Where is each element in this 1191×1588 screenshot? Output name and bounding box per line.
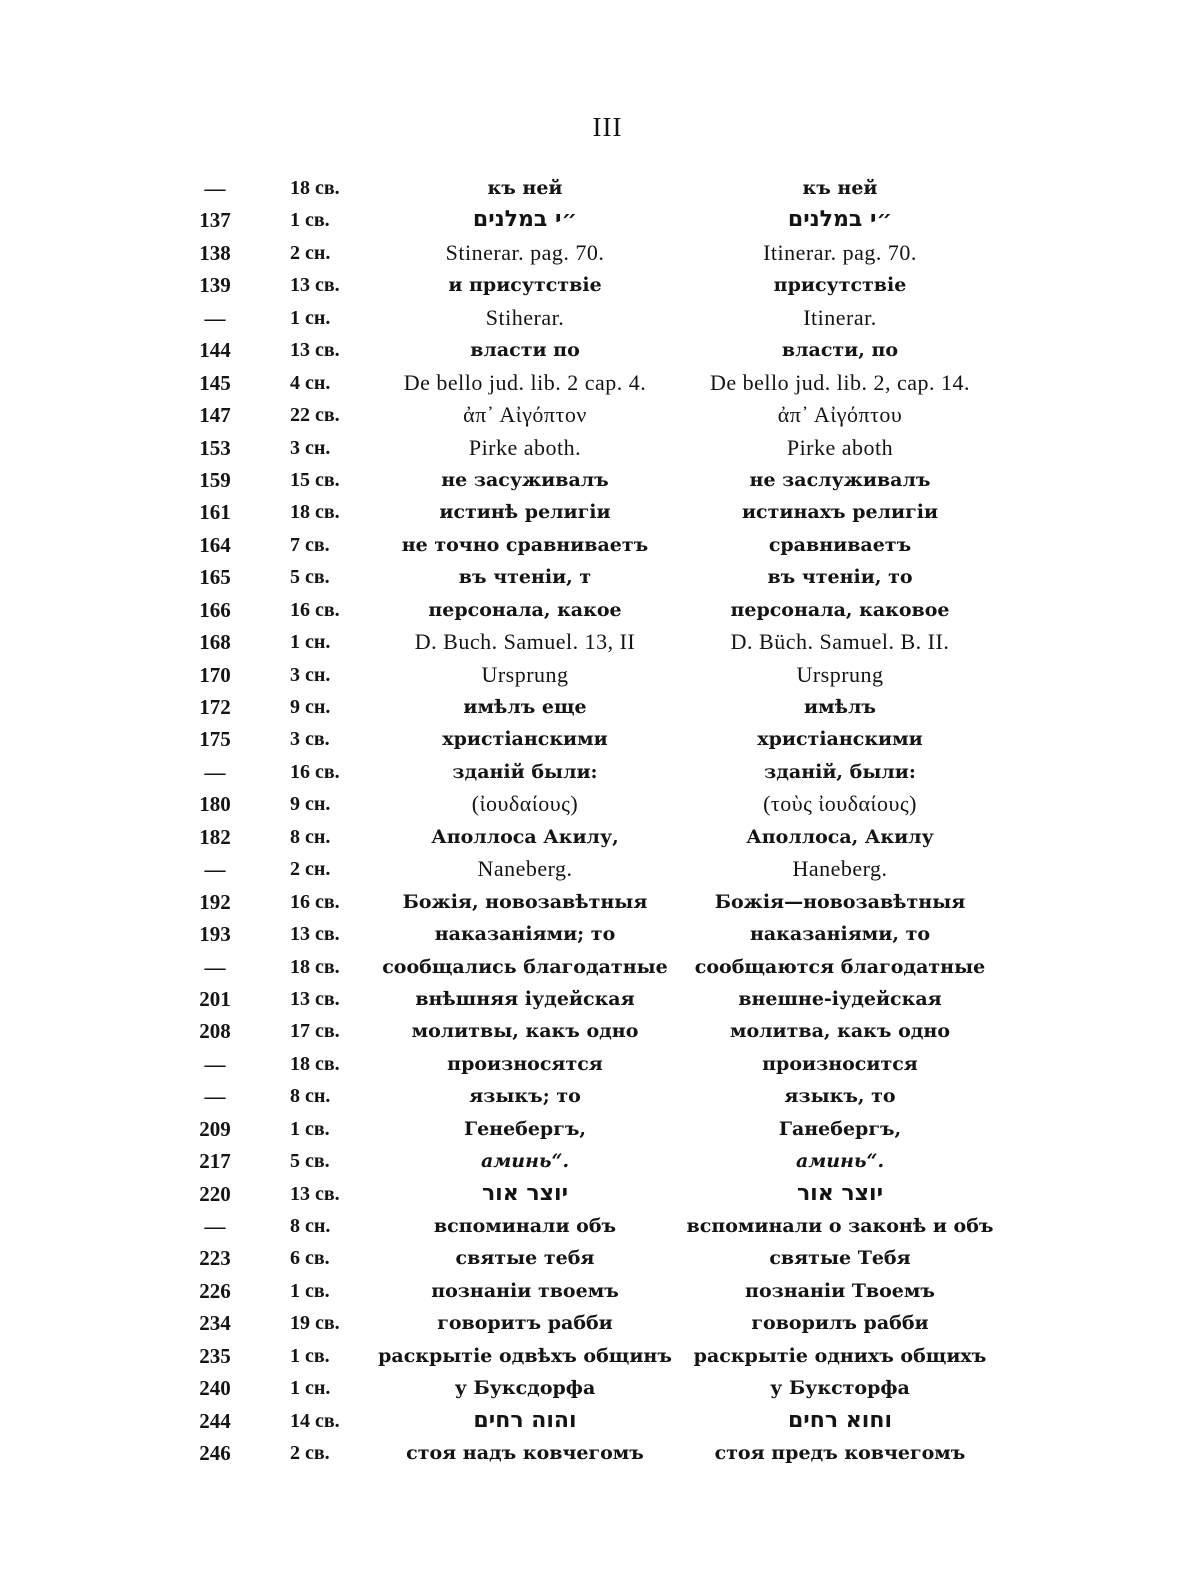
errata-line-ref: 5 св. [290, 566, 330, 589]
errata-page-number: 164 [199, 532, 231, 557]
errata-line-ref: 3 св. [290, 728, 330, 751]
errata-row [180, 659, 1020, 691]
errata-row [180, 432, 1020, 464]
errata-printed-text: De bello jud. lib. 2 cap. 4. [403, 369, 647, 395]
errata-corrected-text: Haneberg. [792, 856, 888, 882]
errata-line-ref: 13 св. [290, 274, 340, 297]
errata-corrected-text: персонала, каковое [730, 598, 950, 621]
errata-line-ref: 16 св. [290, 760, 340, 783]
errata-corrected-text: раскрытіе однихъ общихъ [693, 1344, 987, 1367]
errata-printed-text: (ἰουδαίους) [471, 791, 579, 817]
errata-row [180, 399, 1020, 431]
errata-page-number: 182 [199, 824, 231, 849]
errata-row [180, 1113, 1020, 1145]
errata-page-number: — [204, 759, 226, 784]
errata-page-number: 192 [199, 889, 231, 914]
errata-printed-text: Божія, новозавѣтныя [402, 890, 648, 913]
errata-page-number: 170 [199, 662, 231, 687]
errata-row [180, 367, 1020, 399]
errata-printed-text: ἀπ᾽ Αἰγόπτον [463, 402, 587, 428]
errata-page-number: 175 [199, 727, 231, 752]
errata-page-number: — [204, 176, 226, 200]
errata-printed-text: персонала, какое [428, 598, 622, 621]
errata-line-ref: 2 сн. [290, 858, 331, 881]
errata-line-ref: 2 сн. [290, 241, 331, 264]
errata-corrected-text: власти, по [781, 339, 899, 362]
errata-line-ref: 9 сн. [290, 696, 331, 718]
errata-page-number: — [204, 1051, 226, 1076]
errata-corrected-text: говорилъ рабби [751, 1312, 929, 1335]
errata-page-number: — [204, 305, 226, 330]
errata-printed-text: власти по [470, 339, 580, 362]
errata-line-ref: 3 сн. [290, 663, 331, 686]
errata-line-ref: 1 св. [290, 209, 330, 232]
errata-line-ref: 3 сн. [290, 436, 331, 459]
errata-page-number: 240 [199, 1376, 231, 1401]
errata-corrected-text: Pirke aboth [786, 434, 894, 460]
errata-printed-text: Генебергъ, [463, 1117, 587, 1140]
errata-page-number: 165 [199, 565, 231, 590]
errata-printed-text: истинѣ религіи [439, 501, 611, 524]
errata-line-ref: 16 св. [290, 598, 340, 621]
errata-corrected-text: въ чтеніи, то [767, 566, 913, 589]
errata-line-ref: 18 св. [290, 955, 340, 978]
errata-row [180, 269, 1020, 301]
errata-corrected-text: Ursprung [796, 661, 884, 687]
errata-corrected-text: וחוא רחים [787, 1407, 893, 1433]
errata-corrected-text: Ганебергъ, [778, 1117, 902, 1140]
errata-line-ref: 8 сн. [290, 825, 331, 848]
errata-printed-text: стоя надъ ковчегомъ [406, 1442, 644, 1465]
errata-row [180, 756, 1020, 788]
errata-row [180, 204, 1020, 236]
errata-row [180, 464, 1020, 496]
errata-row [180, 1340, 1020, 1372]
errata-row [180, 594, 1020, 626]
errata-line-ref: 15 св. [290, 468, 340, 491]
errata-corrected-text: имѣлъ [804, 696, 876, 718]
errata-row [180, 951, 1020, 983]
errata-row [180, 1372, 1020, 1404]
errata-corrected-text: познаніи Твоемъ [745, 1279, 935, 1302]
errata-page-number: 147 [199, 403, 231, 428]
errata-printed-text: Pirke aboth. [468, 434, 582, 460]
errata-row [180, 237, 1020, 269]
errata-printed-text: говоритъ рабби [437, 1312, 613, 1335]
errata-line-ref: 8 сн. [290, 1215, 331, 1237]
errata-line-ref: 1 сн. [290, 306, 331, 329]
errata-page-number: 244 [199, 1408, 231, 1433]
errata-printed-text: у Букcдорфа [454, 1377, 596, 1400]
errata-table [180, 172, 1020, 1470]
errata-printed-text: Naneberg. [477, 856, 573, 882]
errata-corrected-text: Itinerar. [803, 304, 877, 330]
errata-line-ref: 13 св. [290, 987, 340, 1010]
errata-corrected-text: наказаніями, то [749, 923, 931, 946]
errata-corrected-text: (τοὺς ἰουδαίους) [763, 791, 917, 817]
errata-line-ref: 16 св. [290, 890, 340, 913]
errata-row [180, 1437, 1020, 1469]
errata-page-number: 137 [199, 208, 231, 233]
errata-corrected-text: Itinerar. pag. 70. [763, 239, 917, 265]
errata-row [180, 334, 1020, 366]
errata-row [180, 1307, 1020, 1339]
errata-printed-text: познаніи твоемъ [431, 1279, 619, 1302]
errata-row [180, 723, 1020, 755]
errata-page-number: 139 [199, 273, 231, 298]
errata-row [180, 302, 1020, 334]
errata-printed-text: христіанскими [442, 728, 608, 751]
errata-corrected-text: стоя предъ ковчегомъ [714, 1442, 966, 1465]
errata-row [180, 172, 1020, 204]
page-number: III [592, 112, 623, 142]
errata-corrected-text: произносится [762, 1052, 918, 1075]
errata-printed-text: въ чтеніи, т [458, 566, 592, 589]
errata-page-number: — [204, 1214, 226, 1238]
errata-printed-text: святые тебя [455, 1247, 595, 1270]
errata-printed-text: имѣлъ еще [463, 696, 587, 718]
errata-printed-text: произносятся [447, 1052, 603, 1075]
errata-page-number: 235 [199, 1343, 231, 1368]
errata-corrected-text: ἀπ᾽ Αἰγόπτου [777, 402, 903, 428]
errata-printed-text: къ ней [487, 177, 563, 199]
errata-corrected-text: ״י במלנים [787, 207, 893, 233]
errata-line-ref: 1 св. [290, 1279, 330, 1302]
errata-line-ref: 17 св. [290, 1020, 340, 1043]
errata-row [180, 1210, 1020, 1242]
errata-row [180, 1080, 1020, 1112]
errata-page-number: 209 [199, 1116, 231, 1141]
errata-corrected-text: יוצר אור [796, 1180, 884, 1206]
errata-page-number: 193 [199, 922, 231, 947]
errata-page-number: — [204, 1084, 226, 1109]
errata-line-ref: 9 сн. [290, 793, 331, 816]
errata-row [180, 1145, 1020, 1177]
errata-page-number: 234 [199, 1311, 231, 1336]
errata-row [180, 918, 1020, 950]
errata-row [180, 1405, 1020, 1437]
errata-corrected-text: зданій, были: [764, 760, 916, 783]
errata-printed-text: наказаніями; то [434, 923, 616, 946]
errata-row [180, 1275, 1020, 1307]
errata-line-ref: 4 сн. [290, 371, 331, 394]
errata-line-ref: 7 св. [290, 533, 330, 556]
errata-line-ref: 8 сн. [290, 1085, 331, 1108]
errata-row [180, 1178, 1020, 1210]
errata-page-number: 144 [199, 338, 231, 363]
errata-row [180, 788, 1020, 820]
errata-line-ref: 1 сн. [290, 1377, 331, 1400]
errata-row [180, 886, 1020, 918]
errata-row [180, 821, 1020, 853]
errata-corrected-text: сообщаются благодатные [694, 955, 986, 978]
errata-row [180, 853, 1020, 885]
errata-page-number: 159 [199, 467, 231, 492]
errata-line-ref: 1 св. [290, 1117, 330, 1140]
errata-page-number: — [204, 954, 226, 979]
errata-corrected-text: присутствіе [773, 274, 907, 297]
errata-line-ref: 5 св. [290, 1150, 330, 1173]
errata-printed-text: аминь“. [480, 1150, 570, 1173]
errata-corrected-text: у Букcторфа [770, 1377, 910, 1400]
errata-page-number: 217 [199, 1149, 231, 1174]
errata-line-ref: 18 св. [290, 501, 340, 524]
errata-page-number: 180 [199, 792, 231, 817]
errata-page-number: 220 [199, 1181, 231, 1206]
errata-printed-text: молитвы, какъ одно [411, 1020, 639, 1043]
errata-printed-text: не точно сравниваетъ [401, 533, 649, 556]
errata-corrected-text: сравниваетъ [768, 533, 912, 556]
errata-line-ref: 1 сн. [290, 631, 331, 654]
errata-page-number: — [204, 857, 226, 882]
errata-line-ref: 18 св. [290, 1052, 340, 1075]
errata-corrected-text: къ ней [802, 177, 878, 199]
errata-corrected-text: вспоминали о законѣ и объ [686, 1215, 994, 1237]
errata-line-ref: 18 св. [290, 177, 340, 199]
errata-printed-text: Ursprung [481, 661, 569, 687]
errata-printed-text: сообщались благодатные [382, 955, 668, 978]
errata-line-ref: 13 св. [290, 339, 340, 362]
errata-corrected-text: внешне-іудейская [738, 987, 942, 1010]
errata-printed-text: יוצר אור [481, 1180, 569, 1206]
errata-printed-text: והוה רחים [473, 1407, 577, 1433]
errata-row [180, 1048, 1020, 1080]
errata-page-number: 161 [199, 500, 231, 525]
errata-page-number: 166 [199, 597, 231, 622]
errata-row [180, 529, 1020, 561]
errata-row [180, 983, 1020, 1015]
errata-printed-text: Stinerar. pag. 70. [445, 239, 605, 265]
errata-line-ref: 6 св. [290, 1247, 330, 1270]
errata-printed-text: раскрытіе одвѣхъ общинъ [378, 1344, 672, 1367]
errata-page-number: 145 [199, 370, 231, 395]
errata-corrected-text: истинахъ религіи [741, 501, 939, 524]
errata-corrected-text: D. Büch. Samuel. B. II. [730, 629, 950, 655]
errata-page-number: 153 [199, 435, 231, 460]
errata-page-number: 223 [199, 1246, 231, 1271]
errata-line-ref: 1 св. [290, 1344, 330, 1367]
errata-row [180, 626, 1020, 658]
errata-corrected-text: языкъ, то [784, 1085, 896, 1108]
errata-row [180, 561, 1020, 593]
errata-corrected-text: Божія—новозавѣтныя [714, 890, 966, 913]
errata-line-ref: 13 св. [290, 1182, 340, 1205]
errata-printed-text: зданій были: [452, 760, 598, 783]
errata-corrected-text: христіанскими [757, 728, 923, 751]
errata-printed-text: и присутствіе [448, 274, 602, 297]
errata-line-ref: 14 св. [290, 1409, 340, 1432]
errata-corrected-text: Аполлоса, Акилу [746, 825, 934, 848]
errata-row [180, 691, 1020, 723]
errata-printed-text: D. Buch. Samuel. 13, II [414, 629, 636, 655]
errata-corrected-text: молитва, какъ одно [729, 1020, 951, 1043]
errata-printed-text: не засуживалъ [441, 468, 609, 491]
errata-page-number: 226 [199, 1278, 231, 1303]
errata-page-number: 208 [199, 1019, 231, 1044]
errata-corrected-text: не заслуживалъ [749, 468, 931, 491]
errata-line-ref: 19 св. [290, 1312, 340, 1335]
errata-line-ref: 22 св. [290, 404, 340, 427]
errata-corrected-text: аминь“. [795, 1150, 885, 1173]
errata-page-number: 168 [199, 630, 231, 655]
errata-corrected-text: De bello jud. lib. 2, cap. 14. [709, 369, 970, 395]
errata-row [180, 1015, 1020, 1047]
errata-page-number: 201 [199, 986, 231, 1011]
errata-line-ref: 2 св. [290, 1442, 330, 1465]
errata-row [180, 496, 1020, 528]
errata-page-number: 172 [199, 695, 231, 719]
errata-printed-text: ״י במלנים [472, 207, 578, 233]
errata-page-number: 138 [199, 240, 231, 265]
errata-row [180, 1242, 1020, 1274]
errata-printed-text: Аполлоса Акилу, [431, 825, 619, 848]
errata-line-ref: 13 св. [290, 923, 340, 946]
errata-printed-text: языкъ; то [469, 1085, 581, 1108]
errata-corrected-text: святые Тебя [769, 1247, 911, 1270]
errata-printed-text: вспоминали объ [433, 1215, 617, 1237]
errata-printed-text: внѣшняя іудейская [415, 987, 635, 1010]
errata-printed-text: Stiherar. [485, 304, 565, 330]
errata-page-number: 246 [199, 1441, 231, 1466]
